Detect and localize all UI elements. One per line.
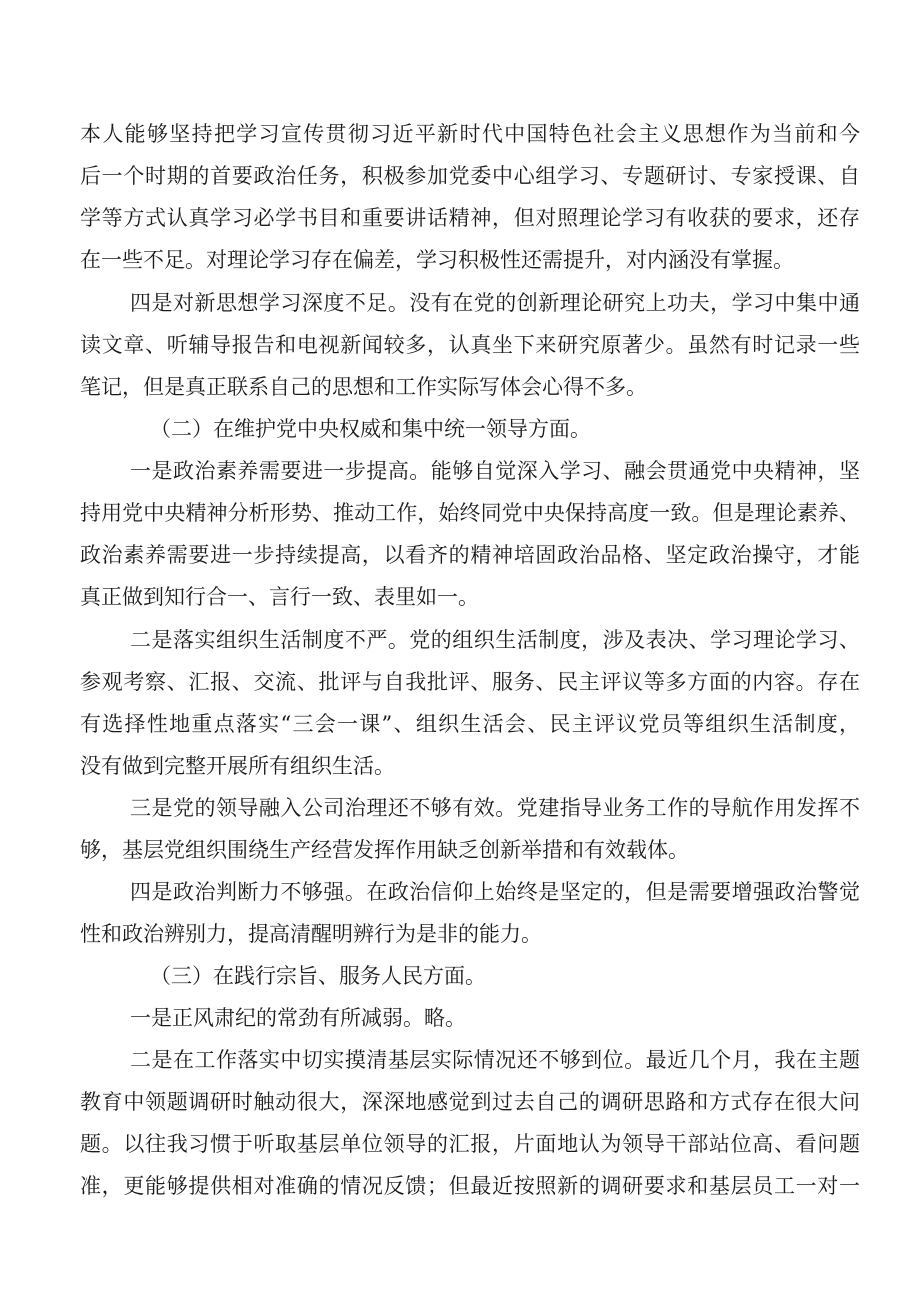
text-line: 真正做到知行合一、言行一致、表里如一。: [80, 585, 479, 609]
text-line: 本人能够坚持把学习宣传贯彻习近平新时代中国特色社会主义思想作为当前和今: [80, 122, 860, 146]
text-line: 在一些不足。对理论学习存在偏差，学习积极性还需提升，对内涵没有掌握。: [80, 248, 794, 272]
section-heading: （二）在维护党中央权威和集中统一领导方面。: [150, 417, 591, 441]
text-line: 读文章、听辅导报告和电视新闻较多，认真坐下来研究原著少。虽然有时记录一些: [80, 333, 860, 357]
text-line: 四是对新思想学习深度不足。没有在党的创新理论研究上功夫，学习中集中通: [130, 291, 860, 315]
text-line: 三是党的领导融入公司治理还不够有效。党建指导业务工作的导航作用发挥不: [130, 796, 860, 820]
text-line: 二是在工作落实中切实摸清基层实际情况还不够到位。最近几个月，我在主题: [130, 1048, 860, 1072]
text-line: 性和政治辨别力，提高清醒明辨行为是非的能力。: [80, 922, 542, 946]
text-line: 一是正风肃纪的常劲有所减弱。略。: [130, 1006, 466, 1030]
text-line: 二是落实组织生活制度不严。党的组织生活制度，涉及表决、学习理论学习、: [130, 628, 860, 652]
text-line: 有选择性地重点落实“三会一课”、组织生活会、民主评议党员等组织生活制度，: [80, 712, 860, 736]
text-line: 政治素养需要进一步持续提高，以看齐的精神培固政治品格、坚定政治操守，才能: [80, 543, 860, 567]
text-line: 笔记，但是真正联系自己的思想和工作实际写体会心得不多。: [80, 375, 647, 399]
text-line: 四是政治判断力不够强。在政治信仰上始终是坚定的，但是需要增强政治警觉: [130, 880, 860, 904]
text-line: 够，基层党组织围绕生产经营发挥作用缺乏创新举措和有效载体。: [80, 838, 689, 862]
text-line: 学等方式认真学习必学书目和重要讲话精神，但对照理论学习有收获的要求，还存: [80, 206, 860, 230]
text-line: 持用党中央精神分析形势、推动工作，始终同党中央保持高度一致。但是理论素养、: [80, 501, 860, 525]
text-line: 准，更能够提供相对准确的情况反馈；但最近按照新的调研要求和基层员工一对一: [80, 1174, 860, 1198]
text-line: 参观考察、汇报、交流、批评与自我批评、服务、民主评议等多方面的内容。存在: [80, 670, 860, 694]
text-line: 后一个时期的首要政治任务，积极参加党委中心组学习、专题研讨、专家授课、自: [80, 164, 860, 188]
text-line: 一是政治素养需要进一步提高。能够自觉深入学习、融会贯通党中央精神，坚: [130, 459, 860, 483]
text-line: 教育中领题调研时触动很大，深深地感觉到过去自己的调研思路和方式存在很大问: [80, 1090, 860, 1114]
section-heading: （三）在践行宗旨、服务人民方面。: [150, 964, 486, 988]
text-line: 题。以往我习惯于听取基层单位领导的汇报，片面地认为领导干部站位高、看问题: [80, 1132, 860, 1156]
text-line: 没有做到完整开展所有组织生活。: [80, 754, 395, 778]
